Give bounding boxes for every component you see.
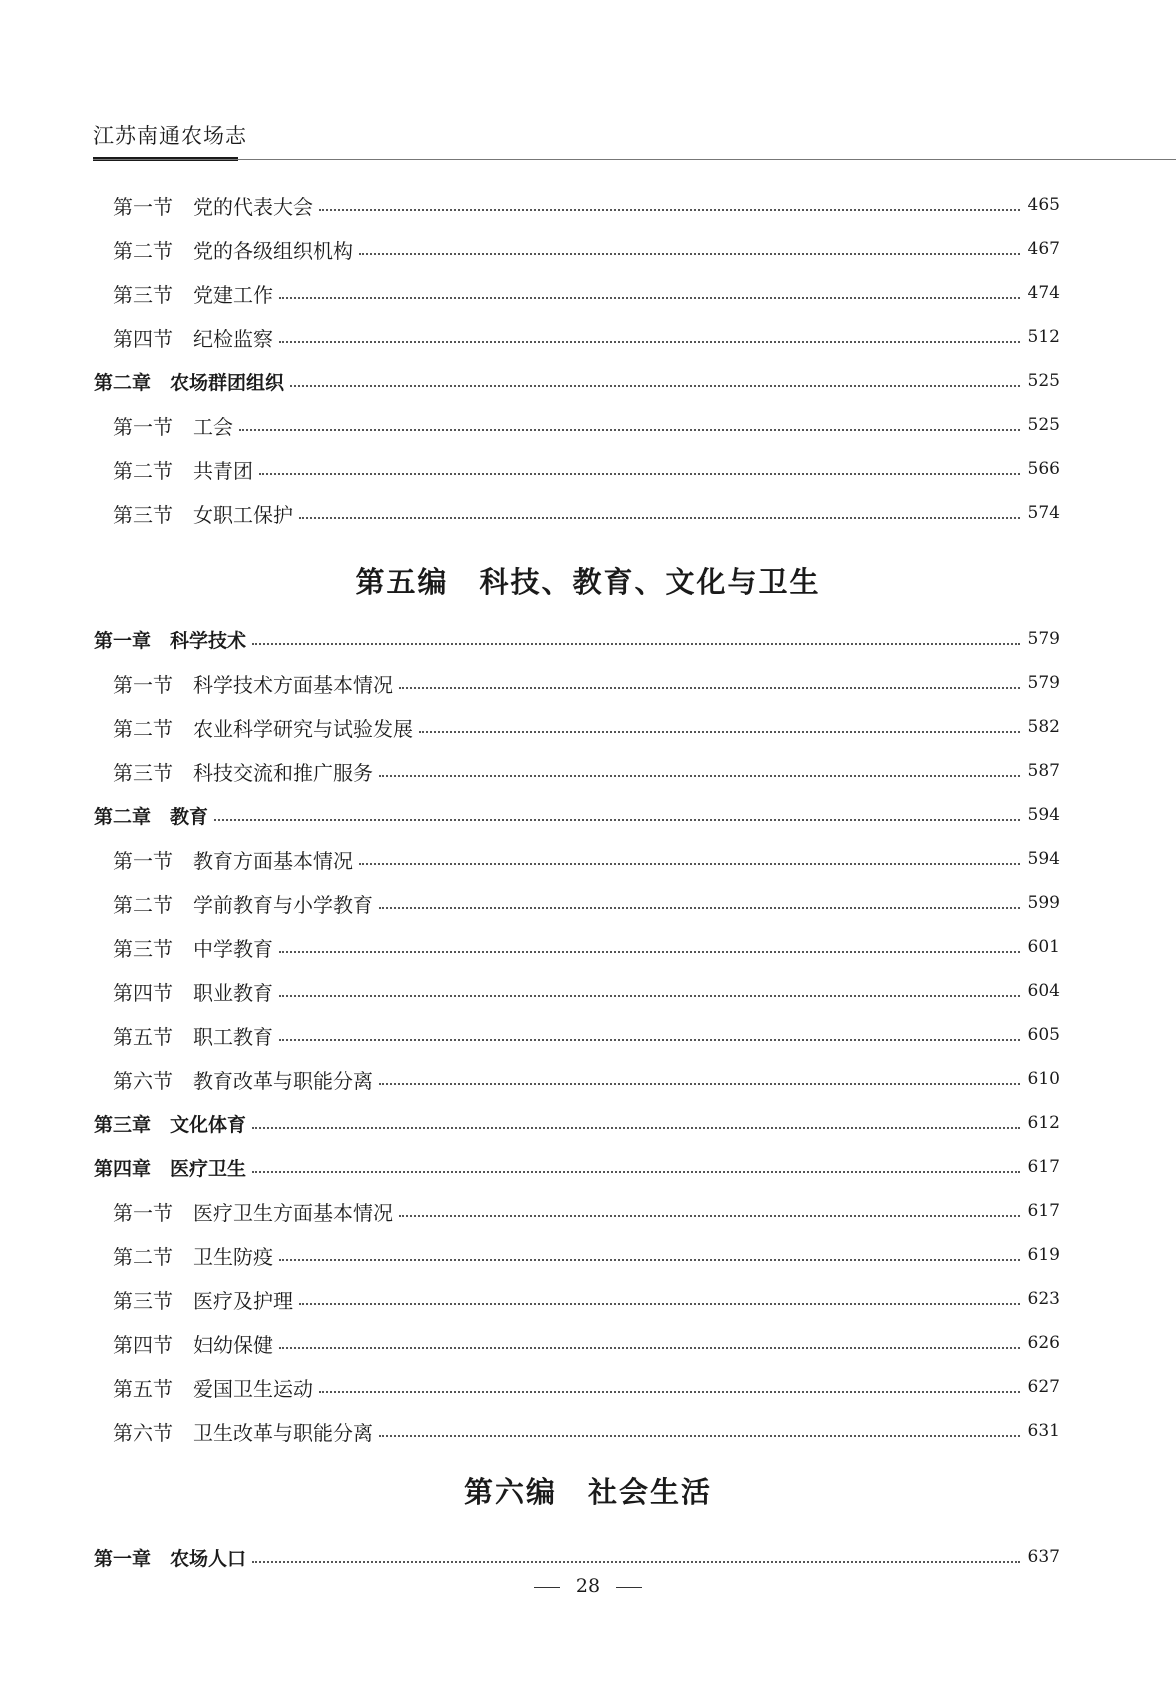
toc-page-number: 525 [1027, 415, 1060, 435]
toc-entry-title: 第五节 职工教育 [113, 1024, 273, 1049]
toc-section-row [113, 410, 1060, 440]
toc-section-row [113, 1064, 1060, 1094]
toc-page-number: 619 [1027, 1245, 1060, 1265]
toc-page-number: 579 [1027, 629, 1060, 649]
dot-leader [379, 905, 1020, 909]
toc-section-row [113, 1328, 1060, 1358]
toc-entry-title: 第一节 科学技术方面基本情况 [113, 672, 393, 697]
toc-page-number: 604 [1027, 981, 1060, 1001]
dot-leader [279, 993, 1020, 997]
dot-leader [299, 1301, 1020, 1305]
toc-page-number: 599 [1027, 893, 1060, 913]
toc-entry-title: 第二节 共青团 [113, 458, 253, 483]
toc-page-number: 617 [1027, 1157, 1060, 1177]
dot-leader [252, 1559, 1020, 1563]
dot-leader [279, 1345, 1020, 1349]
toc-entry-title: 第四章 医疗卫生 [94, 1157, 247, 1180]
dot-leader [399, 685, 1020, 689]
toc-entry-title: 第三节 女职工保护 [113, 502, 293, 527]
toc-page-number: 637 [1027, 1547, 1060, 1567]
toc-entry-title: 第四节 纪检监察 [113, 326, 273, 351]
toc-entry-title: 第三节 中学教育 [113, 936, 273, 961]
toc-entry-title: 第一章 科学技术 [94, 629, 247, 652]
toc-section-row [113, 976, 1060, 1006]
toc-chapter-row [94, 1108, 1060, 1138]
dot-leader [319, 207, 1020, 211]
toc-page-number: 579 [1027, 673, 1060, 693]
toc-section-row [113, 668, 1060, 698]
toc-chapter-row [94, 800, 1060, 830]
part-heading-6: 第六编 社会生活 [463, 1475, 712, 1509]
toc-section-row [113, 844, 1060, 874]
toc-section-row [113, 498, 1060, 528]
dot-leader [279, 949, 1020, 953]
dot-leader [239, 427, 1020, 431]
dot-leader [299, 515, 1020, 519]
toc-chapter-row [94, 366, 1060, 396]
toc-page-number: 601 [1027, 937, 1060, 957]
toc-page-number: 465 [1027, 195, 1060, 215]
dot-leader [379, 1433, 1020, 1437]
toc-page-number: 467 [1027, 239, 1060, 259]
page-footer [0, 1575, 1176, 1597]
toc-section-row [113, 888, 1060, 918]
toc-entry-title: 第二节 卫生防疫 [113, 1244, 273, 1269]
dot-leader [359, 861, 1020, 865]
toc-page-number: 525 [1027, 371, 1060, 391]
toc-section-row [113, 712, 1060, 742]
toc-page-number: 474 [1027, 283, 1060, 303]
toc-entry-title: 第三节 医疗及护理 [113, 1288, 293, 1313]
dot-leader [259, 471, 1020, 475]
dot-leader [279, 295, 1020, 299]
toc-entry-title: 第六节 教育改革与职能分离 [113, 1068, 373, 1093]
toc-entry-title: 第三章 文化体育 [94, 1113, 247, 1136]
dot-leader [379, 1081, 1020, 1085]
toc-page-number: 594 [1027, 805, 1060, 825]
dot-leader [279, 339, 1020, 343]
dot-leader [399, 1213, 1020, 1217]
toc-entry-title: 第二节 党的各级组织机构 [113, 238, 353, 263]
toc-section-row [113, 1372, 1060, 1402]
toc-entry-title: 第一节 教育方面基本情况 [113, 848, 353, 873]
toc-page-number: 582 [1027, 717, 1060, 737]
dot-leader [419, 729, 1020, 733]
toc-page-number: 574 [1027, 503, 1060, 523]
toc-chapter-row [94, 1152, 1060, 1182]
toc-entry-title: 第一章 农场人口 [94, 1547, 247, 1570]
dot-leader [214, 817, 1020, 821]
toc-entry-title: 第二节 学前教育与小学教育 [113, 892, 373, 917]
toc-entry-title: 第一节 党的代表大会 [113, 194, 313, 219]
toc-section-row [113, 1020, 1060, 1050]
dot-leader [252, 1169, 1020, 1173]
toc-page-number: 627 [1027, 1377, 1060, 1397]
toc-page-number: 623 [1027, 1289, 1060, 1309]
toc-section-row [113, 1284, 1060, 1314]
toc-page-number: 631 [1027, 1421, 1060, 1441]
toc-page-number: 626 [1027, 1333, 1060, 1353]
toc-entry-title: 第四节 职业教育 [113, 980, 273, 1005]
toc-entry-title: 第一节 医疗卫生方面基本情况 [113, 1200, 393, 1225]
toc-page-number: 594 [1027, 849, 1060, 869]
dot-leader [279, 1037, 1020, 1041]
toc-section-row [113, 756, 1060, 786]
toc-entry-title: 第二章 农场群团组织 [94, 371, 285, 394]
toc-entry-title: 第六节 卫生改革与职能分离 [113, 1420, 373, 1445]
toc-section-row [113, 1416, 1060, 1446]
toc-page-number: 610 [1027, 1069, 1060, 1089]
toc-chapter-row [94, 1542, 1060, 1572]
footer-dash-right [616, 1587, 642, 1588]
header-rule-thin [93, 159, 1176, 160]
toc-page-number: 617 [1027, 1201, 1060, 1221]
toc-section-row [113, 234, 1060, 264]
toc-section-row [113, 454, 1060, 484]
part-heading-5: 第五编 科技、教育、文化与卫生 [355, 565, 821, 599]
footer-dash-left [534, 1587, 560, 1588]
toc-page-number: 512 [1027, 327, 1060, 347]
toc-entry-title: 第三节 党建工作 [113, 282, 273, 307]
toc-entry-title: 第三节 科技交流和推广服务 [113, 760, 373, 785]
dot-leader [252, 1125, 1020, 1129]
toc-section-row [113, 932, 1060, 962]
toc-section-row [113, 190, 1060, 220]
toc-page-number: 587 [1027, 761, 1060, 781]
toc-entry-title: 第五节 爱国卫生运动 [113, 1376, 313, 1401]
toc-entry-title: 第二章 教育 [94, 805, 209, 828]
toc-entry-title: 第二节 农业科学研究与试验发展 [113, 716, 413, 741]
dot-leader [290, 383, 1020, 387]
toc-page-number: 605 [1027, 1025, 1060, 1045]
running-header-title: 江苏南通农场志 [93, 124, 247, 148]
dot-leader [319, 1389, 1020, 1393]
dot-leader [252, 641, 1020, 645]
toc-page-number: 566 [1027, 459, 1060, 479]
toc-section-row [113, 322, 1060, 352]
dot-leader [379, 773, 1020, 777]
toc-entry-title: 第一节 工会 [113, 414, 233, 439]
toc-section-row [113, 278, 1060, 308]
toc-section-row [113, 1240, 1060, 1270]
toc-chapter-row [94, 624, 1060, 654]
toc-page-number: 612 [1027, 1113, 1060, 1133]
dot-leader [359, 251, 1020, 255]
page-number: 28 [575, 1575, 601, 1597]
dot-leader [279, 1257, 1020, 1261]
toc-entry-title: 第四节 妇幼保健 [113, 1332, 273, 1357]
toc-section-row [113, 1196, 1060, 1226]
